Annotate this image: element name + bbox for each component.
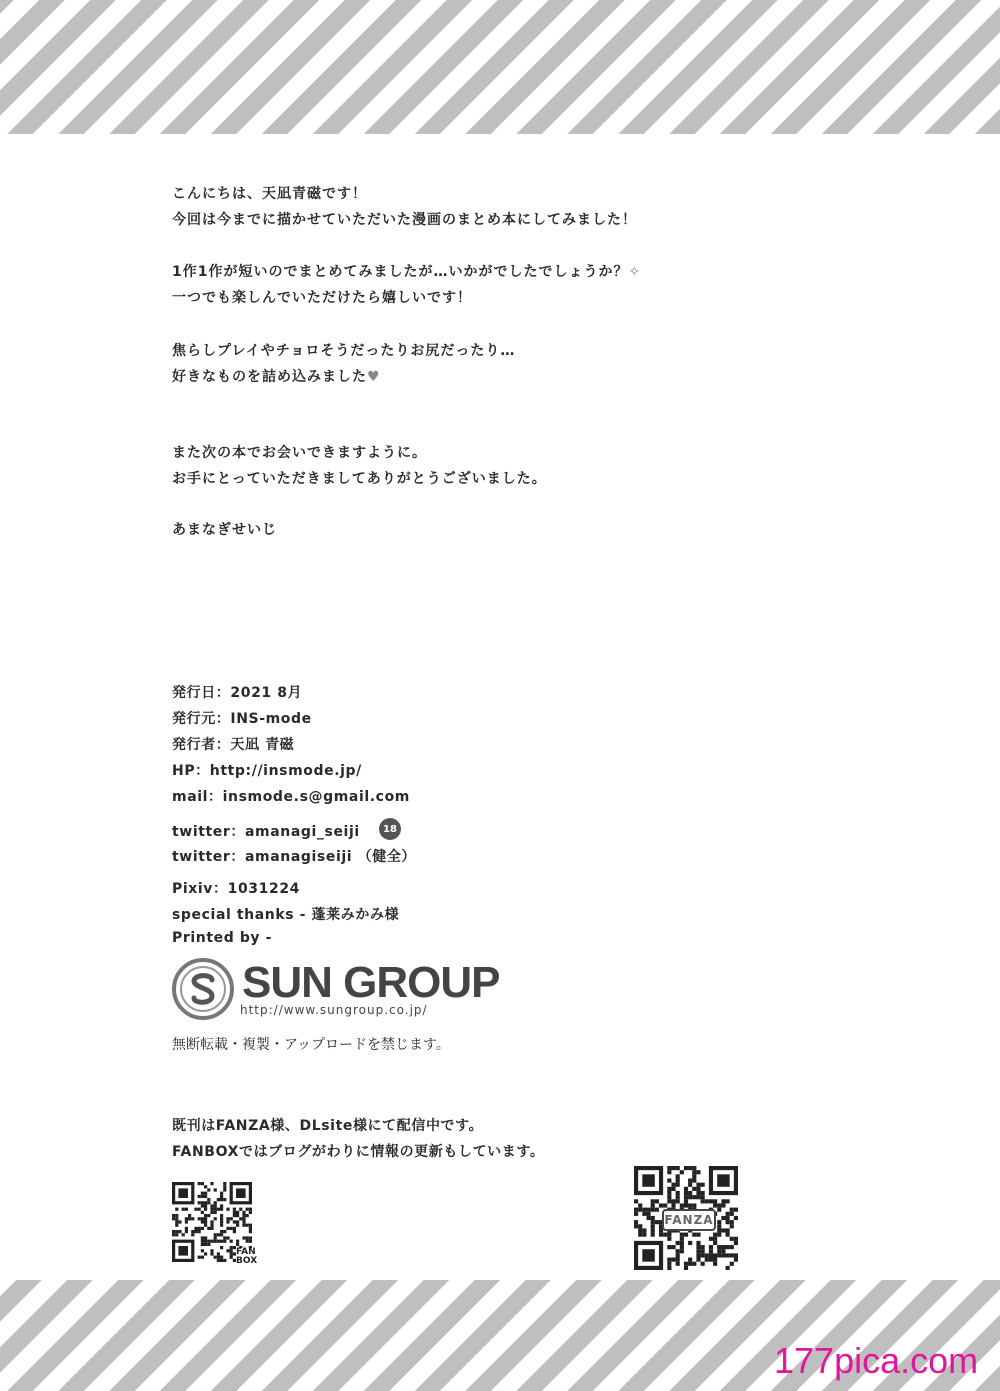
signature: [172, 517, 277, 543]
printer-url[interactable]: http://www.sungroup.co.jp/: [240, 1003, 428, 1017]
publish-date: 発行日：2021 8月: [172, 685, 303, 701]
fanbox-caption-line-1: FAN: [236, 1247, 256, 1257]
publisher-circle: 発行元：INS-mode: [172, 711, 312, 727]
greeting-line-2: 今回は今までに描かせていただいた漫画のまとめ本にしてみました！: [172, 212, 637, 228]
fanbox-qr-caption: [236, 1247, 258, 1266]
twitter-adult-link[interactable]: twitter：amanagi_seiji: [172, 824, 360, 840]
sun-group-logo-icon: [172, 958, 234, 1020]
content-line-1: 焦らしプレイやチョロそうだったりお尻だったり…: [172, 343, 516, 359]
heart-icon: ♥: [367, 369, 381, 385]
twitter-general-link[interactable]: twitter：amanagiseiji （健全）: [172, 849, 417, 865]
copyright-notice: 無断転載・複製・アップロードを禁じます。: [172, 1037, 450, 1053]
short-works-line-2: 一つでも楽しんでいただけたら嬉しいです！: [172, 290, 472, 306]
closing-paragraph: [172, 440, 547, 492]
short-works-paragraph: [172, 259, 641, 311]
fanbox-caption-line-2: BOX: [236, 1256, 258, 1266]
closing-line-2: お手にとっていただきましてありがとうございました。: [172, 471, 547, 487]
signature-text: あまなぎせいじ: [172, 522, 277, 538]
printer-name: SUN GROUP: [242, 958, 500, 1007]
greeting-paragraph: [172, 181, 637, 233]
greeting-line-1: こんにちは、天凪青磁です！: [172, 186, 367, 202]
fanza-qr-label: FANZA: [662, 1209, 716, 1231]
content-line-2: 好きなものを詰め込みました♥: [172, 369, 381, 385]
homepage-link[interactable]: HP：http://insmode.jp/: [172, 763, 362, 779]
site-watermark: 177pica.com: [774, 1340, 979, 1381]
pixiv-id: Pixiv：1031224: [172, 881, 301, 897]
sparkle-icon: ✧: [628, 264, 642, 280]
short-works-line-1: 1作1作が短いのでまとめてみましたが…いかがでしたでしょうか？✧: [172, 264, 642, 280]
publisher-person: 発行者：天凪 青磁: [172, 737, 295, 753]
info-line-2: FANBOXではブログがわりに情報の更新もしています。: [172, 1144, 545, 1160]
top-stripe-banner: [0, 0, 1000, 134]
printed-by: Printed by -: [172, 930, 273, 946]
content-paragraph: [172, 338, 515, 390]
adult-18-badge: 18: [379, 818, 401, 840]
special-thanks: special thanks - 蓬莱みかみ様: [172, 907, 400, 923]
closing-line-1: また次の本でお会いできますように。: [172, 445, 427, 461]
mail-link[interactable]: mail：insmode.s@gmail.com: [172, 789, 410, 805]
info-line-1: 既刊はFANZA様、DLsite様にて配信中です。: [172, 1118, 484, 1134]
